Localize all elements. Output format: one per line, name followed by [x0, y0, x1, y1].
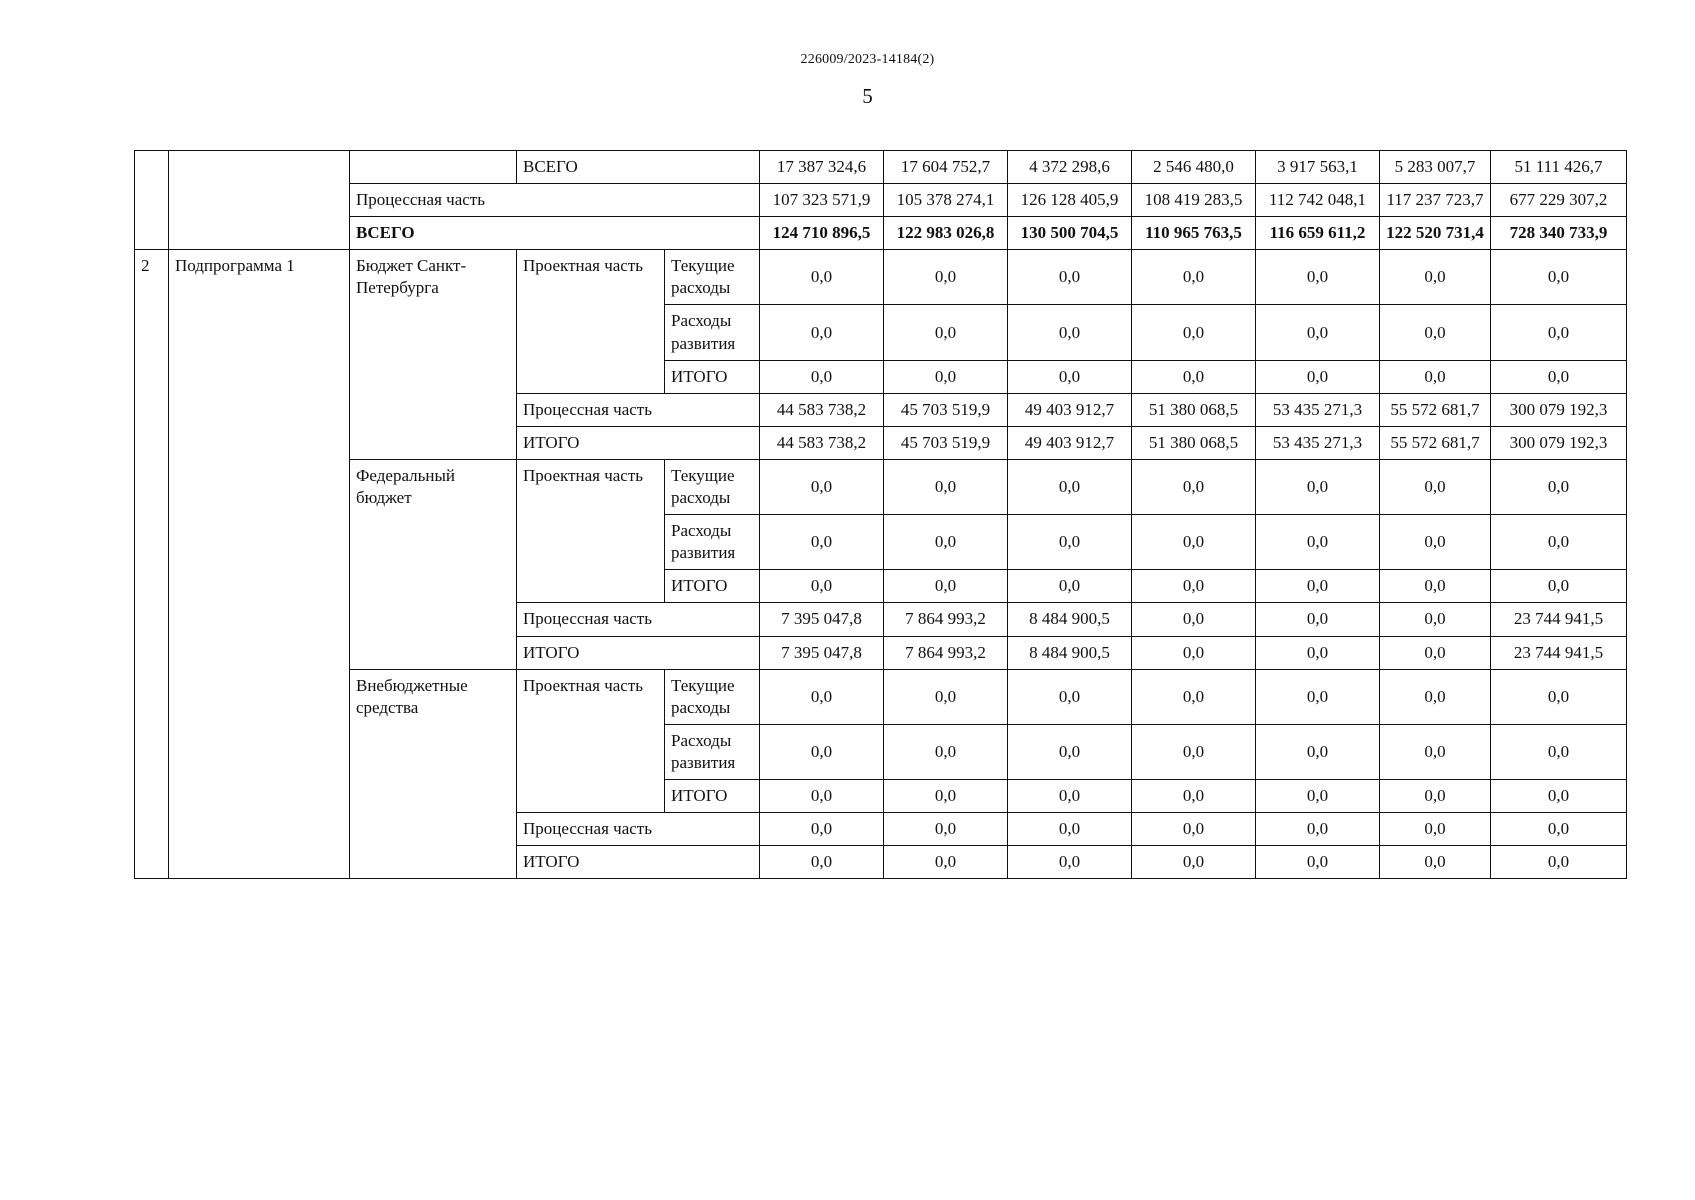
value-cell: 0,0	[760, 305, 884, 360]
value-cell: 0,0	[1491, 813, 1627, 846]
value-cell: 300 079 192,3	[1491, 426, 1627, 459]
value-cell: 0,0	[1008, 570, 1132, 603]
value-cell: 0,0	[1008, 305, 1132, 360]
value-cell: 4 372 298,6	[1008, 151, 1132, 184]
value-cell: 122 983 026,8	[884, 217, 1008, 250]
value-cell: 0,0	[884, 459, 1008, 514]
value-cell: 105 378 274,1	[884, 184, 1008, 217]
value-cell: 7 395 047,8	[760, 636, 884, 669]
row-label: ВСЕГО	[517, 151, 760, 184]
value-cell: 7 395 047,8	[760, 603, 884, 636]
table-row	[135, 459, 1627, 514]
value-cell: 0,0	[1132, 846, 1256, 879]
value-cell: 728 340 733,9	[1491, 217, 1627, 250]
subprogram-cell: Подпрограмма 1	[169, 250, 350, 879]
value-cell: 0,0	[1008, 459, 1132, 514]
value-cell: 7 864 993,2	[884, 603, 1008, 636]
value-cell: 0,0	[1256, 813, 1380, 846]
value-cell: 0,0	[1256, 669, 1380, 724]
value-cell: 17 604 752,7	[884, 151, 1008, 184]
table-row	[135, 151, 1627, 184]
value-cell: 0,0	[760, 669, 884, 724]
value-cell: 0,0	[1256, 779, 1380, 812]
value-cell: 122 520 731,4	[1380, 217, 1491, 250]
value-cell: 0,0	[1491, 459, 1627, 514]
value-cell: 0,0	[1132, 250, 1256, 305]
value-cell: 0,0	[1380, 813, 1491, 846]
value-cell: 0,0	[1256, 636, 1380, 669]
value-cell: 0,0	[1491, 305, 1627, 360]
value-cell: 0,0	[1132, 603, 1256, 636]
value-cell: 49 403 912,7	[1008, 393, 1132, 426]
value-cell: 116 659 611,2	[1256, 217, 1380, 250]
project-part-label: Проектная часть	[517, 250, 665, 393]
value-cell: 0,0	[1491, 779, 1627, 812]
funding-source-label: Внебюджетные средства	[350, 669, 517, 879]
value-cell: 107 323 571,9	[760, 184, 884, 217]
current-expenses-label: Текущие расходы	[665, 669, 760, 724]
value-cell: 0,0	[1380, 603, 1491, 636]
value-cell: 45 703 519,9	[884, 426, 1008, 459]
value-cell: 0,0	[1008, 724, 1132, 779]
value-cell: 0,0	[884, 846, 1008, 879]
value-cell: 0,0	[1380, 305, 1491, 360]
value-cell: 0,0	[1256, 603, 1380, 636]
budget-table	[134, 150, 1627, 879]
table-row	[135, 250, 1627, 305]
value-cell: 0,0	[760, 724, 884, 779]
value-cell: 0,0	[760, 360, 884, 393]
row-number-cell	[135, 151, 169, 250]
value-cell: 124 710 896,5	[760, 217, 884, 250]
value-cell: 23 744 941,5	[1491, 636, 1627, 669]
value-cell: 23 744 941,5	[1491, 603, 1627, 636]
value-cell: 0,0	[1132, 724, 1256, 779]
value-cell: 0,0	[884, 570, 1008, 603]
value-cell: 0,0	[1380, 459, 1491, 514]
development-expenses-label: Расходы развития	[665, 724, 760, 779]
project-total-label: ИТОГО	[665, 570, 760, 603]
value-cell: 51 380 068,5	[1132, 426, 1256, 459]
value-cell: 0,0	[1380, 570, 1491, 603]
value-cell: 0,0	[1491, 250, 1627, 305]
value-cell: 0,0	[1008, 360, 1132, 393]
value-cell: 0,0	[1008, 515, 1132, 570]
value-cell: 53 435 271,3	[1256, 426, 1380, 459]
value-cell: 0,0	[1256, 846, 1380, 879]
value-cell: 8 484 900,5	[1008, 636, 1132, 669]
process-part-label: Процессная часть	[517, 603, 760, 636]
value-cell: 0,0	[1380, 360, 1491, 393]
value-cell: 0,0	[884, 305, 1008, 360]
value-cell: 44 583 738,2	[760, 426, 884, 459]
subprogram-cell	[169, 151, 350, 250]
source-total-label: ИТОГО	[517, 426, 760, 459]
value-cell: 8 484 900,5	[1008, 603, 1132, 636]
value-cell: 126 128 405,9	[1008, 184, 1132, 217]
value-cell: 0,0	[1256, 305, 1380, 360]
value-cell: 0,0	[1132, 459, 1256, 514]
value-cell: 2 546 480,0	[1132, 151, 1256, 184]
value-cell: 0,0	[1008, 669, 1132, 724]
value-cell: 45 703 519,9	[884, 393, 1008, 426]
value-cell: 0,0	[1132, 779, 1256, 812]
value-cell: 0,0	[1008, 779, 1132, 812]
value-cell: 5 283 007,7	[1380, 151, 1491, 184]
value-cell: 0,0	[760, 250, 884, 305]
development-expenses-label: Расходы развития	[665, 305, 760, 360]
value-cell: 53 435 271,3	[1256, 393, 1380, 426]
value-cell: 0,0	[1008, 846, 1132, 879]
value-cell: 0,0	[1256, 459, 1380, 514]
value-cell: 49 403 912,7	[1008, 426, 1132, 459]
value-cell: 0,0	[884, 669, 1008, 724]
document-id: 226009/2023-14184(2)	[800, 52, 935, 67]
value-cell: 0,0	[1380, 846, 1491, 879]
project-total-label: ИТОГО	[665, 360, 760, 393]
value-cell: 300 079 192,3	[1491, 393, 1627, 426]
value-cell: 0,0	[1256, 724, 1380, 779]
table-row	[135, 217, 1627, 250]
value-cell: 0,0	[884, 515, 1008, 570]
value-cell: 0,0	[884, 360, 1008, 393]
value-cell: 0,0	[1380, 515, 1491, 570]
page-number: 5	[862, 84, 873, 108]
value-cell: 0,0	[760, 570, 884, 603]
table-row	[135, 184, 1627, 217]
value-cell: 51 380 068,5	[1132, 393, 1256, 426]
value-cell: 0,0	[1132, 305, 1256, 360]
project-part-label: Проектная часть	[517, 669, 665, 812]
table-row	[135, 669, 1627, 724]
value-cell: 0,0	[1256, 360, 1380, 393]
row-number-cell: 2	[135, 250, 169, 879]
value-cell: 0,0	[1008, 250, 1132, 305]
value-cell: 51 111 426,7	[1491, 151, 1627, 184]
funding-source-label: Федеральный бюджет	[350, 459, 517, 669]
value-cell: 0,0	[1132, 636, 1256, 669]
value-cell: 0,0	[1256, 515, 1380, 570]
value-cell: 44 583 738,2	[760, 393, 884, 426]
value-cell: 0,0	[1132, 570, 1256, 603]
value-cell: 55 572 681,7	[1380, 393, 1491, 426]
funding-source-label: Бюджет Санкт-Петербурга	[350, 250, 517, 460]
current-expenses-label: Текущие расходы	[665, 459, 760, 514]
value-cell: 0,0	[1380, 636, 1491, 669]
process-part-label: Процессная часть	[517, 393, 760, 426]
row-label: Процессная часть	[350, 184, 760, 217]
value-cell: 110 965 763,5	[1132, 217, 1256, 250]
value-cell: 55 572 681,7	[1380, 426, 1491, 459]
value-cell: 0,0	[1256, 250, 1380, 305]
value-cell: 0,0	[1380, 724, 1491, 779]
value-cell: 0,0	[884, 250, 1008, 305]
blank-cell	[350, 151, 517, 184]
project-total-label: ИТОГО	[665, 779, 760, 812]
value-cell: 0,0	[1491, 515, 1627, 570]
value-cell: 677 229 307,2	[1491, 184, 1627, 217]
source-total-label: ИТОГО	[517, 636, 760, 669]
row-label: ВСЕГО	[350, 217, 760, 250]
value-cell: 0,0	[760, 459, 884, 514]
value-cell: 0,0	[760, 779, 884, 812]
current-expenses-label: Текущие расходы	[665, 250, 760, 305]
value-cell: 0,0	[760, 813, 884, 846]
value-cell: 0,0	[1491, 669, 1627, 724]
value-cell: 0,0	[1256, 570, 1380, 603]
development-expenses-label: Расходы развития	[665, 515, 760, 570]
value-cell: 0,0	[1380, 250, 1491, 305]
value-cell: 130 500 704,5	[1008, 217, 1132, 250]
value-cell: 0,0	[1491, 724, 1627, 779]
value-cell: 0,0	[884, 779, 1008, 812]
value-cell: 0,0	[1132, 360, 1256, 393]
value-cell: 0,0	[884, 724, 1008, 779]
process-part-label: Процессная часть	[517, 813, 760, 846]
value-cell: 0,0	[1380, 669, 1491, 724]
project-part-label: Проектная часть	[517, 459, 665, 602]
value-cell: 0,0	[1491, 570, 1627, 603]
value-cell: 17 387 324,6	[760, 151, 884, 184]
value-cell: 0,0	[760, 515, 884, 570]
value-cell: 108 419 283,5	[1132, 184, 1256, 217]
value-cell: 3 917 563,1	[1256, 151, 1380, 184]
value-cell: 0,0	[1380, 779, 1491, 812]
value-cell: 0,0	[1491, 846, 1627, 879]
value-cell: 0,0	[760, 846, 884, 879]
value-cell: 0,0	[1008, 813, 1132, 846]
value-cell: 0,0	[1491, 360, 1627, 393]
value-cell: 0,0	[1132, 813, 1256, 846]
value-cell: 112 742 048,1	[1256, 184, 1380, 217]
value-cell: 0,0	[884, 813, 1008, 846]
value-cell: 117 237 723,7	[1380, 184, 1491, 217]
value-cell: 0,0	[1132, 669, 1256, 724]
source-total-label: ИТОГО	[517, 846, 760, 879]
value-cell: 0,0	[1132, 515, 1256, 570]
value-cell: 7 864 993,2	[884, 636, 1008, 669]
